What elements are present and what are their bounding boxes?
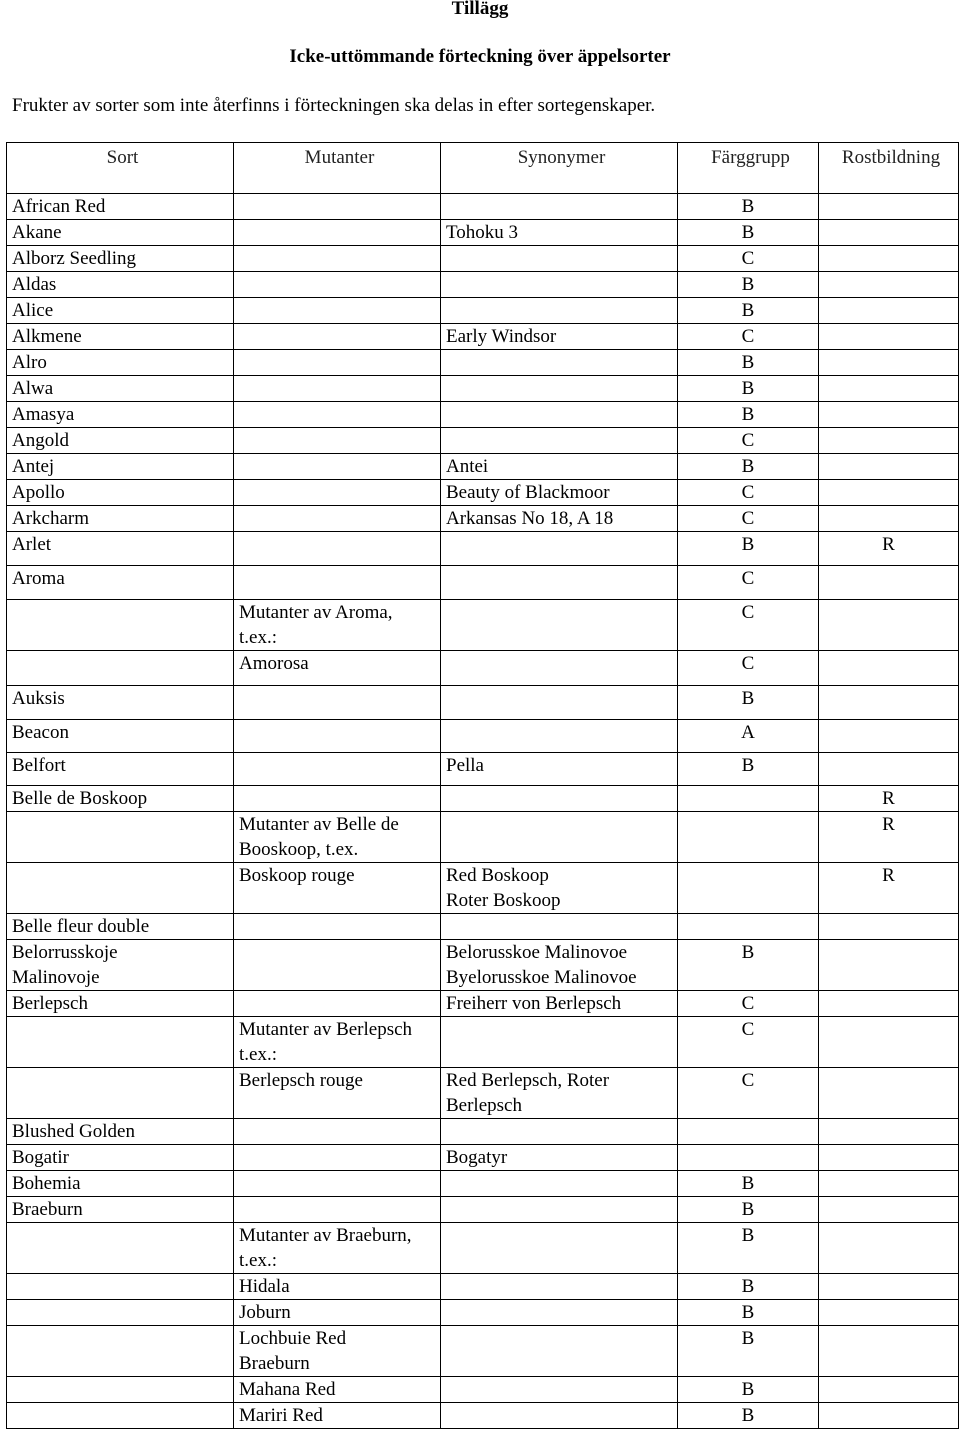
table-row xyxy=(7,1274,959,1300)
table-row xyxy=(7,272,959,298)
cell-mutanter: Mutanter av Belle de Booskoop, t.ex. xyxy=(234,812,441,863)
cell-synonymer: Bogatyr xyxy=(441,1145,678,1171)
cell-synonymer: Pella xyxy=(441,753,678,786)
cell-farggrupp: B xyxy=(678,298,819,324)
table-row xyxy=(7,298,959,324)
cell-synonymer: Red Berlepsch, Roter Berlepsch xyxy=(441,1068,678,1119)
cell-mutanter xyxy=(234,940,441,991)
cell-sort: Arlet xyxy=(7,532,234,566)
table-row xyxy=(7,324,959,350)
table-row xyxy=(7,991,959,1017)
cell-sort: Beacon xyxy=(7,720,234,753)
table-row xyxy=(7,402,959,428)
cell-sort: Berlepsch xyxy=(7,991,234,1017)
table-row xyxy=(7,863,959,914)
cell-sort xyxy=(7,651,234,686)
cell-sort: Alkmene xyxy=(7,324,234,350)
cell-synonymer xyxy=(441,1171,678,1197)
cell-mutanter xyxy=(234,991,441,1017)
cell-synonymer xyxy=(441,298,678,324)
cell-mutanter: Berlepsch rouge xyxy=(234,1068,441,1119)
cell-sort xyxy=(7,1223,234,1274)
header-farggrupp: Färggrupp xyxy=(678,143,819,194)
cell-mutanter: Boskoop rouge xyxy=(234,863,441,914)
cell-farggrupp: B xyxy=(678,753,819,786)
cell-farggrupp: B xyxy=(678,194,819,220)
cell-farggrupp: B xyxy=(678,402,819,428)
cell-synonymer: Red Boskoop Roter Boskoop xyxy=(441,863,678,914)
cell-rost xyxy=(819,720,959,753)
table-row xyxy=(7,1326,959,1377)
cell-sort: Belfort xyxy=(7,753,234,786)
cell-mutanter xyxy=(234,1171,441,1197)
cell-sort: Belle de Boskoop xyxy=(7,786,234,812)
cell-mutanter xyxy=(234,686,441,720)
cell-mutanter xyxy=(234,753,441,786)
cell-synonymer xyxy=(441,376,678,402)
apple-varieties-table xyxy=(6,142,959,1429)
table-row xyxy=(7,246,959,272)
table-row xyxy=(7,753,959,786)
cell-farggrupp: B xyxy=(678,220,819,246)
cell-rost xyxy=(819,1377,959,1403)
header-sort: Sort xyxy=(7,143,234,194)
cell-sort: Akane xyxy=(7,220,234,246)
cell-rost: R xyxy=(819,786,959,812)
cell-rost xyxy=(819,506,959,532)
cell-sort: Belorrusskoje Malinovoje xyxy=(7,940,234,991)
cell-mutanter xyxy=(234,1197,441,1223)
table-row xyxy=(7,786,959,812)
cell-farggrupp xyxy=(678,863,819,914)
table-row xyxy=(7,1145,959,1171)
cell-rost xyxy=(819,753,959,786)
cell-rost xyxy=(819,246,959,272)
cell-synonymer xyxy=(441,786,678,812)
cell-mutanter xyxy=(234,480,441,506)
cell-rost xyxy=(819,1223,959,1274)
cell-synonymer xyxy=(441,194,678,220)
cell-mutanter xyxy=(234,720,441,753)
table-row xyxy=(7,600,959,651)
header-rostbildning: Rostbildning xyxy=(819,143,959,194)
cell-rost xyxy=(819,566,959,600)
cell-farggrupp: B xyxy=(678,686,819,720)
cell-sort xyxy=(7,1403,234,1429)
table-row xyxy=(7,566,959,600)
cell-sort: Alborz Seedling xyxy=(7,246,234,272)
table-row xyxy=(7,454,959,480)
cell-synonymer xyxy=(441,686,678,720)
table-row xyxy=(7,812,959,863)
cell-mutanter xyxy=(234,506,441,532)
cell-rost xyxy=(819,1326,959,1377)
cell-rost xyxy=(819,272,959,298)
cell-rost xyxy=(819,402,959,428)
cell-sort: Belle fleur double xyxy=(7,914,234,940)
page-subtitle: Icke-uttömmande förteckning över äppelsorter xyxy=(289,46,671,67)
cell-sort xyxy=(7,1300,234,1326)
table-row xyxy=(7,1403,959,1429)
cell-farggrupp: B xyxy=(678,454,819,480)
cell-synonymer xyxy=(441,1197,678,1223)
cell-synonymer: Arkansas No 18, A 18 xyxy=(441,506,678,532)
table-body xyxy=(7,194,959,1429)
cell-sort: Aroma xyxy=(7,566,234,600)
table-row xyxy=(7,428,959,454)
cell-sort xyxy=(7,1017,234,1068)
cell-farggrupp: C xyxy=(678,1068,819,1119)
cell-mutanter: Mariri Red xyxy=(234,1403,441,1429)
cell-farggrupp: C xyxy=(678,991,819,1017)
cell-synonymer xyxy=(441,1119,678,1145)
cell-farggrupp: B xyxy=(678,940,819,991)
cell-sort: Antej xyxy=(7,454,234,480)
cell-farggrupp: C xyxy=(678,566,819,600)
cell-mutanter xyxy=(234,246,441,272)
header-mutanter: Mutanter xyxy=(234,143,441,194)
cell-mutanter xyxy=(234,220,441,246)
cell-sort: Braeburn xyxy=(7,1197,234,1223)
cell-synonymer xyxy=(441,532,678,566)
cell-sort: Amasya xyxy=(7,402,234,428)
cell-sort: Angold xyxy=(7,428,234,454)
cell-mutanter: Hidala xyxy=(234,1274,441,1300)
cell-mutanter: Joburn xyxy=(234,1300,441,1326)
header-synonymer: Synonymer xyxy=(441,143,678,194)
table-row xyxy=(7,1223,959,1274)
table-row xyxy=(7,1171,959,1197)
cell-farggrupp: B xyxy=(678,376,819,402)
cell-rost xyxy=(819,376,959,402)
cell-synonymer xyxy=(441,1223,678,1274)
cell-synonymer xyxy=(441,402,678,428)
table-row xyxy=(7,220,959,246)
cell-sort xyxy=(7,1326,234,1377)
cell-mutanter xyxy=(234,454,441,480)
cell-mutanter: Amorosa xyxy=(234,651,441,686)
cell-synonymer xyxy=(441,1017,678,1068)
cell-sort: Alwa xyxy=(7,376,234,402)
cell-farggrupp: B xyxy=(678,350,819,376)
cell-rost xyxy=(819,651,959,686)
cell-rost xyxy=(819,1017,959,1068)
cell-synonymer xyxy=(441,651,678,686)
table-row xyxy=(7,376,959,402)
cell-farggrupp: B xyxy=(678,1223,819,1274)
cell-farggrupp: C xyxy=(678,651,819,686)
cell-rost xyxy=(819,1068,959,1119)
cell-synonymer xyxy=(441,566,678,600)
page-title: Tillägg xyxy=(451,0,509,19)
cell-synonymer xyxy=(441,720,678,753)
table-row xyxy=(7,1017,959,1068)
cell-synonymer: Antei xyxy=(441,454,678,480)
cell-sort xyxy=(7,1377,234,1403)
table-row xyxy=(7,1300,959,1326)
cell-sort: Bogatir xyxy=(7,1145,234,1171)
cell-mutanter xyxy=(234,402,441,428)
cell-sort: Arkcharm xyxy=(7,506,234,532)
table-header xyxy=(7,143,959,194)
cell-farggrupp xyxy=(678,786,819,812)
table-row xyxy=(7,720,959,753)
cell-synonymer xyxy=(441,246,678,272)
cell-rost xyxy=(819,454,959,480)
cell-rost xyxy=(819,600,959,651)
table-row xyxy=(7,914,959,940)
cell-farggrupp: C xyxy=(678,1017,819,1068)
cell-rost xyxy=(819,194,959,220)
cell-synonymer xyxy=(441,1326,678,1377)
cell-mutanter: Mutanter av Aroma, t.ex.: xyxy=(234,600,441,651)
cell-farggrupp: B xyxy=(678,1197,819,1223)
cell-rost: R xyxy=(819,812,959,863)
cell-mutanter xyxy=(234,194,441,220)
cell-synonymer xyxy=(441,1300,678,1326)
cell-synonymer xyxy=(441,1377,678,1403)
cell-rost xyxy=(819,686,959,720)
cell-sort xyxy=(7,1068,234,1119)
cell-rost xyxy=(819,480,959,506)
table-row xyxy=(7,350,959,376)
cell-mutanter xyxy=(234,272,441,298)
cell-rost xyxy=(819,1119,959,1145)
cell-synonymer xyxy=(441,350,678,376)
cell-synonymer xyxy=(441,812,678,863)
cell-farggrupp: B xyxy=(678,1326,819,1377)
cell-farggrupp: C xyxy=(678,246,819,272)
cell-synonymer: Freiherr von Berlepsch xyxy=(441,991,678,1017)
cell-farggrupp xyxy=(678,812,819,863)
cell-mutanter xyxy=(234,1119,441,1145)
cell-farggrupp xyxy=(678,1119,819,1145)
cell-sort: Alice xyxy=(7,298,234,324)
cell-sort xyxy=(7,1274,234,1300)
cell-farggrupp: B xyxy=(678,1274,819,1300)
cell-farggrupp: B xyxy=(678,1300,819,1326)
cell-farggrupp: B xyxy=(678,1377,819,1403)
cell-synonymer xyxy=(441,914,678,940)
cell-synonymer xyxy=(441,272,678,298)
cell-mutanter xyxy=(234,566,441,600)
cell-mutanter xyxy=(234,1145,441,1171)
cell-sort: Blushed Golden xyxy=(7,1119,234,1145)
cell-mutanter xyxy=(234,376,441,402)
cell-farggrupp: C xyxy=(678,506,819,532)
cell-farggrupp: A xyxy=(678,720,819,753)
cell-farggrupp: B xyxy=(678,532,819,566)
cell-synonymer xyxy=(441,1274,678,1300)
table-row xyxy=(7,532,959,566)
cell-mutanter xyxy=(234,298,441,324)
table-row xyxy=(7,1068,959,1119)
cell-rost xyxy=(819,350,959,376)
cell-rost xyxy=(819,1197,959,1223)
cell-mutanter xyxy=(234,786,441,812)
cell-mutanter: Lochbuie Red Braeburn xyxy=(234,1326,441,1377)
cell-farggrupp xyxy=(678,1145,819,1171)
cell-synonymer: Early Windsor xyxy=(441,324,678,350)
table-row xyxy=(7,651,959,686)
table-row xyxy=(7,480,959,506)
cell-synonymer xyxy=(441,1403,678,1429)
table-row xyxy=(7,940,959,991)
cell-farggrupp: B xyxy=(678,272,819,298)
cell-rost xyxy=(819,1274,959,1300)
cell-sort: African Red xyxy=(7,194,234,220)
cell-rost xyxy=(819,940,959,991)
cell-rost xyxy=(819,1403,959,1429)
cell-sort xyxy=(7,863,234,914)
cell-farggrupp: C xyxy=(678,324,819,350)
cell-sort: Apollo xyxy=(7,480,234,506)
cell-synonymer xyxy=(441,428,678,454)
cell-rost xyxy=(819,324,959,350)
cell-rost xyxy=(819,914,959,940)
cell-farggrupp: C xyxy=(678,480,819,506)
table-row xyxy=(7,194,959,220)
cell-mutanter xyxy=(234,428,441,454)
cell-farggrupp xyxy=(678,914,819,940)
header-row xyxy=(7,143,959,194)
cell-mutanter xyxy=(234,532,441,566)
cell-synonymer: Belorusskoe Malinovoe Byelorusskoe Malinovoe xyxy=(441,940,678,991)
cell-sort: Auksis xyxy=(7,686,234,720)
cell-rost xyxy=(819,1300,959,1326)
cell-sort: Bohemia xyxy=(7,1171,234,1197)
table-row xyxy=(7,506,959,532)
cell-rost xyxy=(819,991,959,1017)
cell-farggrupp: B xyxy=(678,1403,819,1429)
cell-rost xyxy=(819,220,959,246)
cell-rost xyxy=(819,1145,959,1171)
cell-rost xyxy=(819,298,959,324)
cell-rost xyxy=(819,428,959,454)
cell-sort: Aldas xyxy=(7,272,234,298)
cell-mutanter: Mutanter av Braeburn, t.ex.: xyxy=(234,1223,441,1274)
cell-mutanter: Mutanter av Berlepsch t.ex.: xyxy=(234,1017,441,1068)
cell-sort: Alro xyxy=(7,350,234,376)
cell-synonymer xyxy=(441,600,678,651)
table-row xyxy=(7,1197,959,1223)
cell-farggrupp: C xyxy=(678,428,819,454)
cell-farggrupp: C xyxy=(678,600,819,651)
cell-mutanter xyxy=(234,324,441,350)
cell-sort xyxy=(7,600,234,651)
cell-rost: R xyxy=(819,532,959,566)
cell-synonymer: Tohoku 3 xyxy=(441,220,678,246)
intro-text: Frukter av sorter som inte återfinns i förteckningen ska delas in efter sortegenskaper. xyxy=(12,95,656,116)
table-row xyxy=(7,1119,959,1145)
cell-rost: R xyxy=(819,863,959,914)
cell-sort xyxy=(7,812,234,863)
cell-farggrupp: B xyxy=(678,1171,819,1197)
cell-mutanter: Mahana Red xyxy=(234,1377,441,1403)
cell-rost xyxy=(819,1171,959,1197)
cell-mutanter xyxy=(234,350,441,376)
table-row xyxy=(7,686,959,720)
table-row xyxy=(7,1377,959,1403)
cell-mutanter xyxy=(234,914,441,940)
cell-synonymer: Beauty of Blackmoor xyxy=(441,480,678,506)
